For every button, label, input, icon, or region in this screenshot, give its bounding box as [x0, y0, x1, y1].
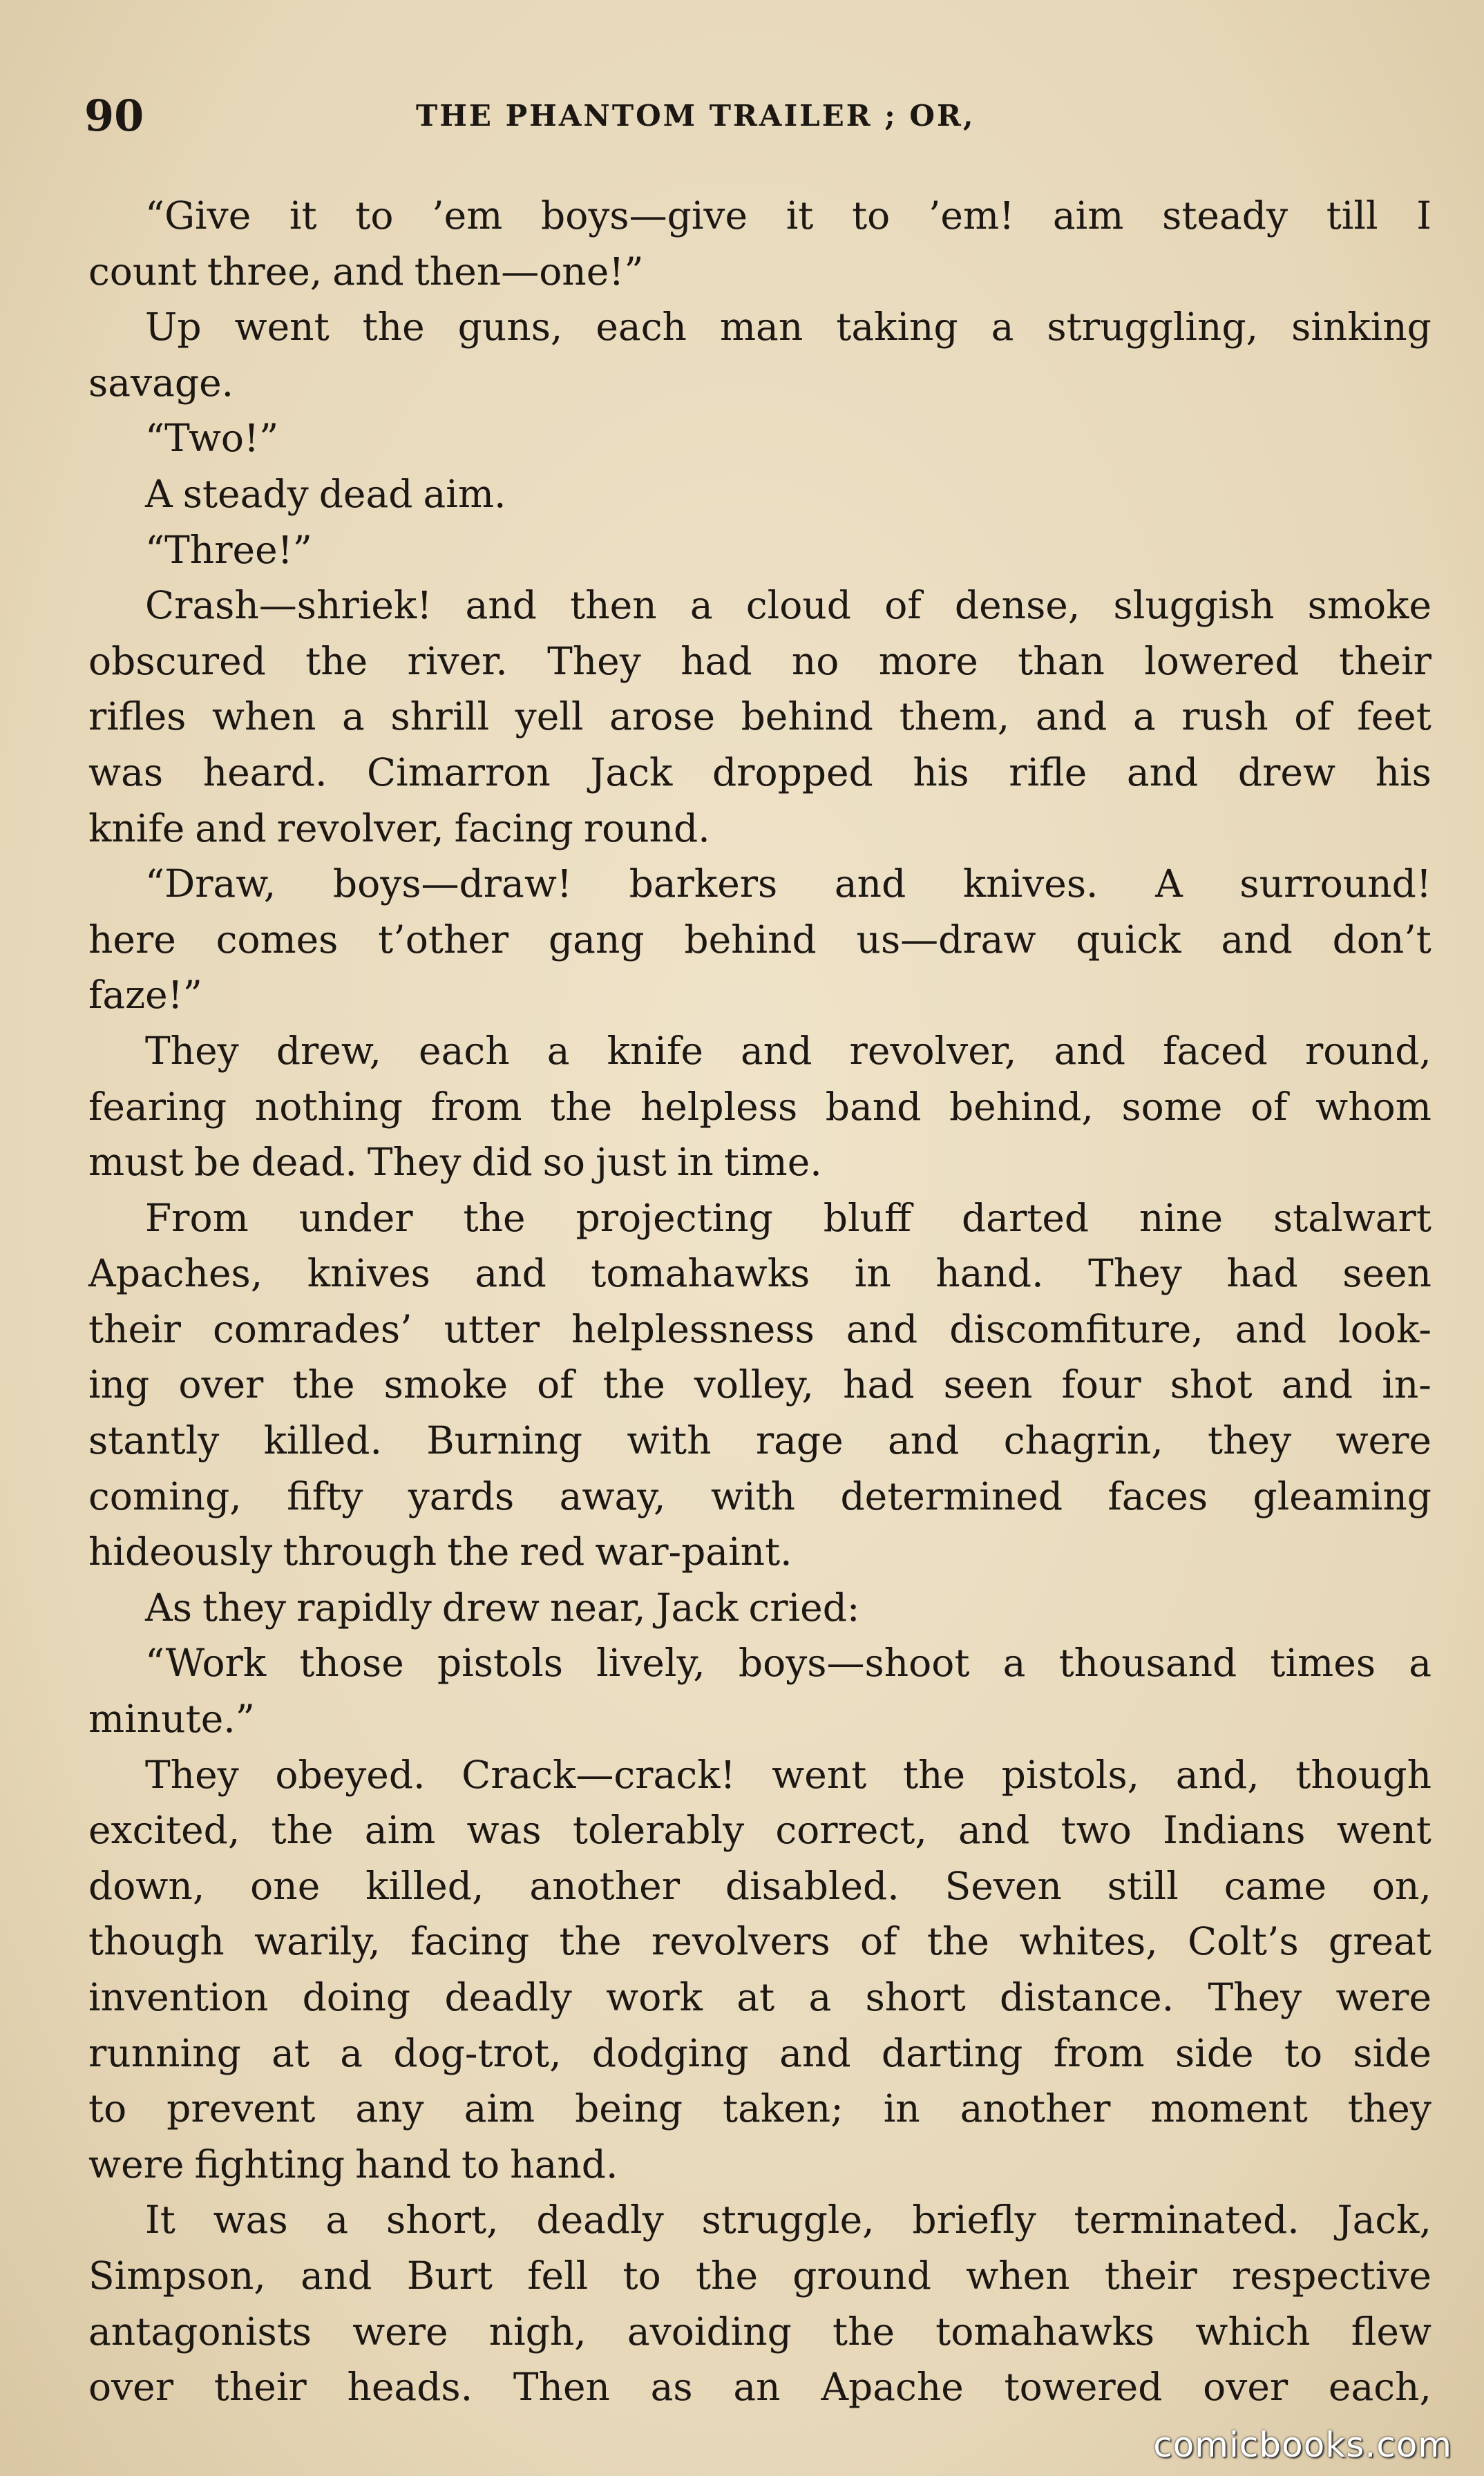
text-line: was heard. Cimarron Jack dropped his rifle and drew his	[88, 750, 1431, 794]
text-line: As they rapidly drew near, Jack cried:	[145, 1585, 860, 1630]
running-title: THE PHANTOM TRAILER ; OR,	[416, 99, 976, 133]
text-line: knife and revolver, facing round.	[88, 806, 710, 850]
watermark: comicbooks.com	[1153, 2425, 1452, 2465]
text-line: “Three!”	[145, 527, 312, 572]
text-line: ing over the smoke of the volley, had seen four shot and in-	[88, 1362, 1431, 1407]
text-line: “Draw, boys—draw! barkers and knives. A surround!	[145, 861, 1431, 906]
text-line: running at a dog-trot, dodging and darting from side to side	[88, 2030, 1431, 2075]
text-line: excited, the aim was tolerably correct, and two Indians went	[88, 1808, 1431, 1853]
text-line: Apaches, knives and tomahawks in hand. They had seen	[88, 1251, 1431, 1296]
text-line: They obeyed. Crack—crack! went the pistols, and, though	[145, 1752, 1431, 1797]
text-line: It was a short, deadly struggle, briefly terminated. Jack,	[145, 2198, 1431, 2242]
page-header	[84, 88, 1431, 144]
text-line: over their heads. Then as an Apache towered over each,	[88, 2365, 1431, 2410]
text-line: were fighting hand to hand.	[88, 2142, 618, 2187]
text-line: “Two!”	[145, 416, 279, 461]
text-line: stantly killed. Burning with rage and chagrin, they were	[88, 1418, 1431, 1463]
body-text	[88, 188, 1431, 2415]
text-line: Simpson, and Burt fell to the ground when their respective	[88, 2253, 1431, 2298]
text-line: Crash—shriek! and then a cloud of dense, sluggish smoke	[145, 583, 1431, 628]
text-line: faze!”	[88, 973, 202, 1018]
text-line: antagonists were nigh, avoiding the tomahawks which flew	[88, 2309, 1431, 2354]
text-line: their comrades’ utter helplessness and discomfiture, and look-	[88, 1306, 1431, 1351]
text-line: A steady dead aim.	[145, 471, 506, 516]
text-line: must be dead. They did so just in time.	[88, 1140, 822, 1185]
text-line: obscured the river. They had no more than lowered their	[88, 638, 1431, 683]
text-line: “Work those pistols lively, boys—shoot a thousand times a	[145, 1641, 1431, 1686]
text-line: They drew, each a knife and revolver, and faced round,	[145, 1028, 1431, 1073]
text-line: down, one killed, another disabled. Seven still came on,	[88, 1863, 1431, 1908]
text-line: to prevent any aim being taken; in another moment they	[88, 2086, 1431, 2131]
text-line: savage.	[88, 360, 234, 405]
text-line: rifles when a shrill yell arose behind them, and a rush of feet	[88, 694, 1431, 739]
text-line: count three, and then—one!”	[88, 249, 644, 294]
page-number: 90	[84, 91, 144, 141]
text-line: invention doing deadly work at a short distance. They were	[88, 1975, 1431, 2019]
text-line: “Give it to ’em boys—give it to ’em! aim steady till I	[145, 193, 1431, 238]
text-line: From under the projecting bluff darted nine stalwart	[145, 1195, 1431, 1240]
text-line: though warily, facing the revolvers of the whites, Colt’s great	[88, 1919, 1431, 1964]
text-line: minute.”	[88, 1697, 255, 1742]
text-line: here comes t’other gang behind us—draw quick and don’t	[88, 917, 1431, 962]
text-line: hideously through the red war-paint.	[88, 1530, 792, 1574]
text-line: Up went the guns, each man taking a struggling, sinking	[145, 305, 1431, 350]
text-line: fearing nothing from the helpless band behind, some of whom	[88, 1084, 1431, 1129]
text-line: coming, fifty yards away, with determined faces gleaming	[88, 1474, 1431, 1518]
